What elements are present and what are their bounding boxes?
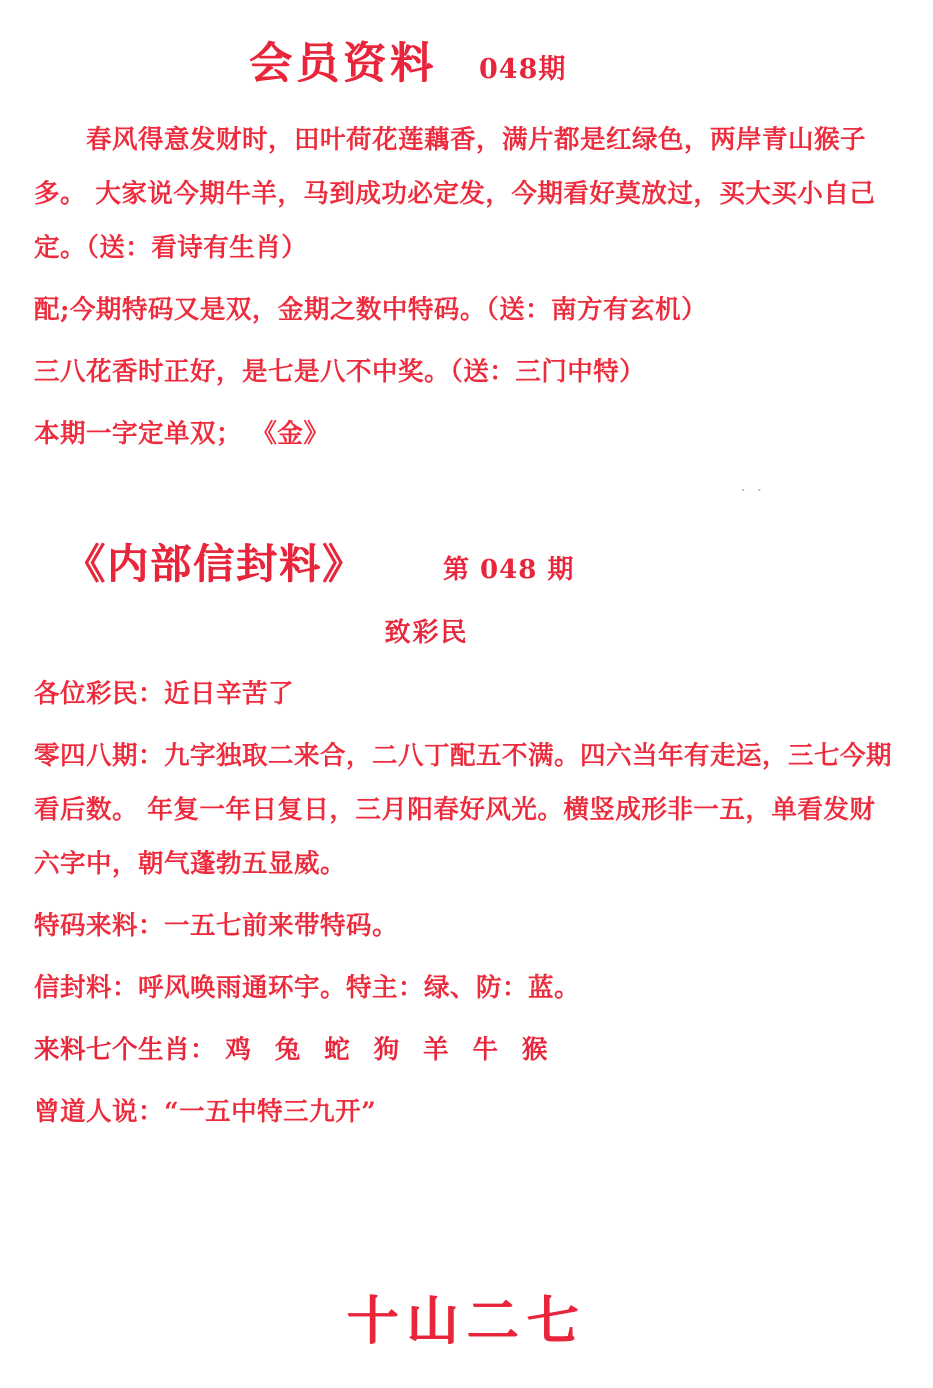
zodiac-row	[34, 1023, 899, 1077]
section2-line-4: 信封料：呼风唤雨通环宇。特主：绿、防：蓝。	[34, 973, 581, 1003]
section1-header	[34, 0, 899, 91]
section1-paragraph-3: 三八花香时正好，是七是八不中奖。（送：三门中特）	[34, 357, 646, 387]
section1-paragraph-2: 配;今期特码又是双，金期之数中特码。（送：南方有玄机）	[34, 295, 708, 325]
section2-quote-line: 曾道人说：“一五中特三九开”	[34, 1097, 377, 1127]
ink-dots-artifact: . .	[740, 476, 765, 495]
section1-title: 会员资料	[249, 39, 437, 89]
section2-header	[34, 531, 899, 590]
zodiac-items	[225, 1035, 561, 1065]
section2-title: 《内部信封料》	[64, 540, 365, 588]
zodiac-item: 羊	[423, 1035, 450, 1065]
zodiac-item: 蛇	[324, 1035, 351, 1065]
section2-line-3: 特码来料：一五七前来带特码。	[34, 911, 399, 941]
zodiac-label: 来料七个生肖：	[34, 1035, 217, 1065]
section1-paragraph-1: 春风得意发财时，田叶荷花莲藕香，满片都是红绿色，两岸青山猴子多。 大家说今期牛羊，马到成功必定发，今期看好莫放过，买大买小自己定。（送：看诗有生肖）	[34, 125, 876, 263]
zodiac-item: 牛	[472, 1035, 499, 1065]
section2-subtitle: 致彩民	[384, 618, 469, 648]
zodiac-item: 猴	[521, 1035, 548, 1065]
section1-paragraph-4: 本期一字定单双； 《金》	[34, 419, 330, 449]
section2-line-1: 各位彩民：近日辛苦了	[34, 679, 295, 709]
footer-keyword: 十山二七	[346, 1291, 587, 1352]
section1-issue-number: 048期	[479, 54, 567, 85]
section2-issue-number: 第 048 期	[443, 555, 575, 585]
section2-line-2: 零四八期：九字独取二来合，二八丁配五不满。四六当年有走运，三七今期看后数。 年复一年日复日，三月阳春好风光。横竖成形非一五，单看发财六字中，朝气蓬勃五显威。	[34, 741, 893, 879]
zodiac-item: 兔	[274, 1035, 301, 1065]
zodiac-item: 狗	[373, 1035, 400, 1065]
zodiac-item: 鸡	[225, 1035, 252, 1065]
